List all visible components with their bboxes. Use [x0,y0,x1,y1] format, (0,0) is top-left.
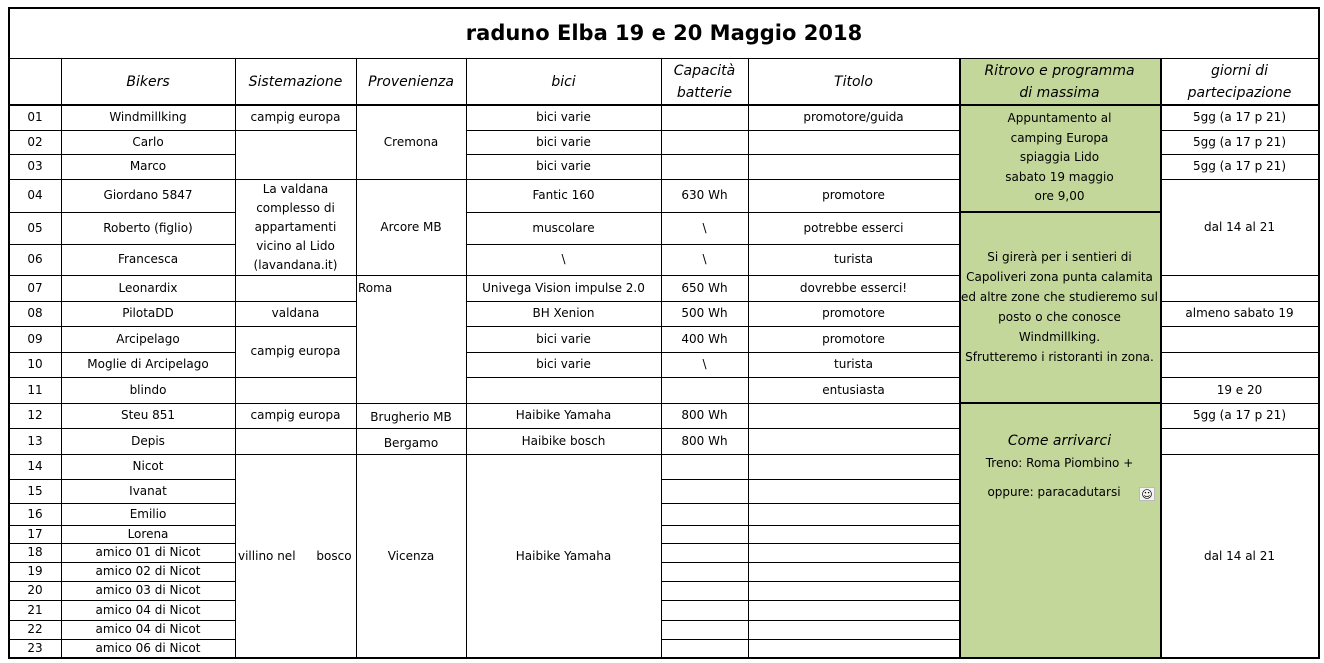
row-number: 06 [27,252,43,266]
biker-name: Marco [129,159,167,173]
sistemazione-campig-europa-3: campig europa [250,408,341,422]
grid-hline [235,377,356,378]
titolo-cell [748,130,959,154]
come-arrivarci-title: Come arrivarci [1007,432,1112,449]
grid-hline [661,479,959,480]
row-number: 10 [27,357,43,371]
capacita-cell: \ [702,357,707,371]
grid-hline [8,479,235,480]
valdana-line: appartamenti [254,219,337,234]
row-number: 22 [27,622,43,636]
row-number: 17 [27,526,43,541]
programma-line: posto o che conosce [998,310,1121,324]
grid-vline [235,58,236,658]
grid-hline [8,7,1320,9]
grid-hline [8,639,235,640]
row-number: 08 [27,306,43,320]
grid-hline [1160,275,1319,276]
sistemazione-bosco: bosco [316,548,352,563]
biker-name: Roberto (figlio) [103,220,193,235]
appuntamento-line: camping Europa [1010,130,1109,145]
valdana-line: (lavandana.it) [253,257,338,272]
grid-vline [466,58,467,658]
ritrovo-header [959,59,1160,105]
grid-hline [356,275,466,276]
giorni-r2: 5gg (a 17 p 21) [1193,134,1286,149]
grid-hline [1160,428,1319,429]
capacita-cell: 800 Wh [681,408,728,422]
valdana-line: vicino al Lido [256,238,335,253]
grid-hline [356,454,466,455]
biker-name: amico 02 di Nicot [95,564,201,578]
grid-hline [8,581,235,582]
capacita-cell: 800 Wh [681,433,728,448]
grid-hline [356,179,466,180]
titolo-cell: promotore [822,331,885,346]
row-number: 07 [27,280,43,295]
biker-name: amico 01 di Nicot [95,545,201,559]
header-bici: bici [551,74,576,90]
grid-hline [1160,377,1319,378]
row-number: 19 [27,564,43,578]
header-capacita-line2: batterie [676,85,733,101]
grid-hline [466,403,959,404]
row-number: 05 [27,220,43,235]
grid-vline [1160,58,1162,658]
programma-line: Sfrutteremo i ristoranti in zona. [965,350,1154,364]
valdana-line: complesso di [256,200,335,215]
programma-line: Si girerà per i sentieri di [987,250,1132,264]
grid-hline [8,58,1320,59]
grid-hline [1160,352,1319,353]
grid-hline [8,179,235,180]
row-number: 04 [27,188,43,202]
appuntamento-line: sabato 19 maggio [1005,169,1114,184]
biker-name: Giordano 5847 [103,188,193,202]
giorni-r1: 5gg (a 17 p 21) [1193,110,1286,124]
bici-cell: Univega Vision impulse 2.0 [482,280,645,295]
giorni-r4-6: dal 14 al 21 [1204,219,1275,234]
grid-vline [959,58,961,658]
row-number: 20 [27,583,43,597]
bici-cell: bici varie [536,134,591,149]
sheet-title: raduno Elba 19 e 20 Maggio 2018 [465,20,863,45]
row-number: 15 [27,483,43,498]
grid-hline [8,352,235,353]
biker-name: Leonardix [118,280,178,295]
biker-name: Windmillking [109,110,187,124]
giorni-r11: 19 e 20 [1216,382,1263,397]
ritrovo-header-line2: di massima [1019,85,1100,101]
grid-hline [466,154,959,155]
grid-vline [661,58,662,658]
provenienza-cremona: Cremona [383,134,439,149]
grid-vline [356,58,357,658]
grid-hline [661,543,959,544]
grid-hline [1160,301,1319,302]
grid-hline [8,301,235,302]
bici-cell: BH Xenion [532,306,595,320]
capacita-cell [661,130,748,154]
titolo-cell: turista [834,357,873,371]
titolo-cell: promotore/guida [803,110,904,124]
grid-hline [466,428,959,429]
grid-hline [466,244,959,245]
capacita-cell: 650 Wh [681,280,728,295]
header-giorni-line2: partecipazione [1187,85,1292,101]
header-bikers: Bikers [126,74,170,90]
provenienza-arcore: Arcore MB [380,219,442,234]
row-number: 12 [27,408,43,422]
grid-hline [466,275,959,276]
capacita-cell: 400 Wh [681,331,728,346]
grid-hline [661,503,959,504]
grid-hline [235,454,356,455]
biker-name: Moglie di Arcipelago [87,357,209,371]
grid-hline [661,600,959,601]
titolo-cell: turista [834,252,873,266]
giorni-r12: 5gg (a 17 p 21) [1193,408,1286,422]
giorni-r8: almeno sabato 19 [1185,306,1294,320]
capacita-cell: 500 Wh [681,306,728,320]
grid-hline [959,211,1160,213]
programma-line: ed altre zone che studieremo sul [961,290,1158,304]
grid-hline [1160,454,1319,455]
grid-hline [8,212,235,213]
row-number: 14 [27,459,43,473]
programma-line: Capoliveri zona punta calamita [966,270,1153,284]
header-capacita [661,59,748,105]
grid-hline [959,402,1160,404]
grid-hline [466,130,959,131]
grid-hline [1160,154,1319,155]
smiley-icon: ☺ [1139,487,1155,501]
come-arrivarci-paracadute: oppure: paracadutarsi [987,485,1121,499]
row-number: 11 [27,382,43,397]
grid-vline [61,58,62,658]
provenienza-brugherio: Brugherio MB [370,410,452,424]
bici-cell: Haibike bosch [521,433,606,448]
capacita-cell [661,105,748,130]
grid-hline [8,454,235,455]
grid-hline [8,377,235,378]
bici-cell: Fantic 160 [532,188,595,202]
grid-hline [235,326,356,327]
appuntamento-line: Appuntamento al [1007,111,1112,126]
biker-name: Nicot [132,459,164,473]
header-capacita-line1: Capacità [673,63,736,79]
bici-cell: Haibike Yamaha [515,408,612,422]
biker-name: Emilio [129,506,167,521]
grid-hline [235,130,356,131]
titolo-cell: promotore [822,306,885,320]
giorni-r3: 5gg (a 17 p 21) [1193,159,1286,173]
header-titolo: Titolo [834,74,873,90]
row-number: 01 [27,110,43,124]
titolo-cell [748,428,959,454]
provenienza-roma: Roma [358,280,393,295]
header-giorni-line1: giorni di [1210,63,1269,79]
row-number: 03 [27,159,43,173]
bici-cell: \ [561,252,566,266]
ritrovo-programma [959,212,1160,402]
biker-name: amico 04 di Nicot [95,602,201,617]
bici-haibike-yamaha-group: Haibike Yamaha [515,548,612,563]
grid-hline [466,179,959,180]
biker-name: amico 03 di Nicot [95,583,201,597]
sistemazione-campig-europa: campig europa [250,110,341,124]
grid-hline [8,275,235,276]
sistemazione-valdana-complesso [235,179,356,275]
biker-name: Lorena [127,526,169,541]
biker-name: Ivanat [129,483,167,498]
come-arrivarci-treno: Treno: Roma Piombino + [985,456,1134,470]
biker-name: Depis [131,433,165,448]
provenienza-vicenza: Vicenza [387,548,435,563]
grid-hline [8,154,235,155]
grid-hline [661,562,959,563]
titolo-cell: potrebbe esserci [803,220,904,235]
grid-hline [8,600,235,601]
bici-cell: bici varie [536,357,591,371]
biker-name: PilotaDD [122,306,174,320]
grid-hline [235,301,356,302]
capacita-cell [661,377,748,403]
biker-name: Francesca [117,252,179,266]
grid-hline [661,620,959,621]
grid-hline [235,428,356,429]
grid-hline [1160,326,1319,327]
grid-hline [235,275,356,276]
bici-cell: bici varie [536,159,591,173]
giorni-r14-23: dal 14 al 21 [1204,548,1275,563]
biker-name: amico 06 di Nicot [95,641,201,655]
grid-hline [466,352,959,353]
titolo-cell: dovrebbe esserci! [799,280,908,295]
row-number: 02 [27,134,43,149]
row-number: 16 [27,506,43,521]
biker-name: blindo [129,382,167,397]
appuntamento-line: ore 9,00 [1034,189,1085,204]
grid-hline [8,326,235,327]
header-provenienza: Provenienza [368,74,454,90]
titolo-cell [748,403,959,428]
bici-cell: bici varie [536,110,591,124]
grid-hline [235,179,356,180]
grid-hline [661,581,959,582]
grid-hline [466,326,959,327]
titolo-cell: entusiasta [822,382,885,397]
biker-name: Steu 851 [120,408,176,422]
biker-name: Carlo [132,134,164,149]
grid-hline [235,403,356,404]
programma-line: Windmillking. [1018,330,1101,344]
grid-hline [8,620,235,621]
grid-hline [8,543,235,544]
appuntamento-line: spiaggia Lido [1019,150,1100,165]
ritrovo-appuntamento [959,105,1160,211]
grid-hline [8,403,235,404]
sistemazione-campig-europa-2: campig europa [250,344,341,358]
row-number: 09 [27,331,43,346]
grid-hline [466,301,959,302]
row-number: 23 [27,641,43,655]
grid-hline [8,130,235,131]
titolo-cell: promotore [822,188,885,202]
grid-hline [1160,179,1319,180]
bici-cell: bici varie [536,331,591,346]
row-number: 13 [27,433,43,448]
grid-hline [466,212,959,213]
ritrovo-header-line1: Ritrovo e programma [984,63,1135,79]
grid-hline [8,657,1320,659]
grid-hline [8,562,235,563]
bici-cell: muscolare [532,220,595,235]
grid-hline [466,377,959,378]
capacita-cell: \ [702,220,707,235]
biker-name: amico 04 di Nicot [95,622,201,636]
header-sistemazione: Sistemazione [248,74,343,90]
provenienza-bergamo: Bergamo [383,436,439,450]
sistemazione-valdana: valdana [271,306,320,320]
header-giorni [1160,59,1319,105]
capacita-cell: 630 Wh [681,188,728,202]
sistemazione-villino: villino nel [238,548,296,563]
biker-name: Arcipelago [116,331,180,346]
grid-hline [8,503,235,504]
grid-hline [8,104,1320,106]
grid-hline [356,403,466,404]
grid-hline [8,244,235,245]
row-number: 18 [27,545,43,559]
grid-hline [8,525,235,526]
grid-vline [748,58,749,658]
row-number: 21 [27,602,43,617]
grid-hline [1160,403,1319,404]
capacita-cell [661,154,748,179]
titolo-cell [748,154,959,179]
grid-hline [466,454,661,455]
capacita-cell: \ [702,252,707,266]
valdana-line: La valdana [262,181,329,196]
bici-cell [466,377,661,403]
grid-hline [356,428,466,429]
grid-hline [661,639,959,640]
grid-hline [661,525,959,526]
grid-hline [8,428,235,429]
grid-hline [1160,130,1319,131]
